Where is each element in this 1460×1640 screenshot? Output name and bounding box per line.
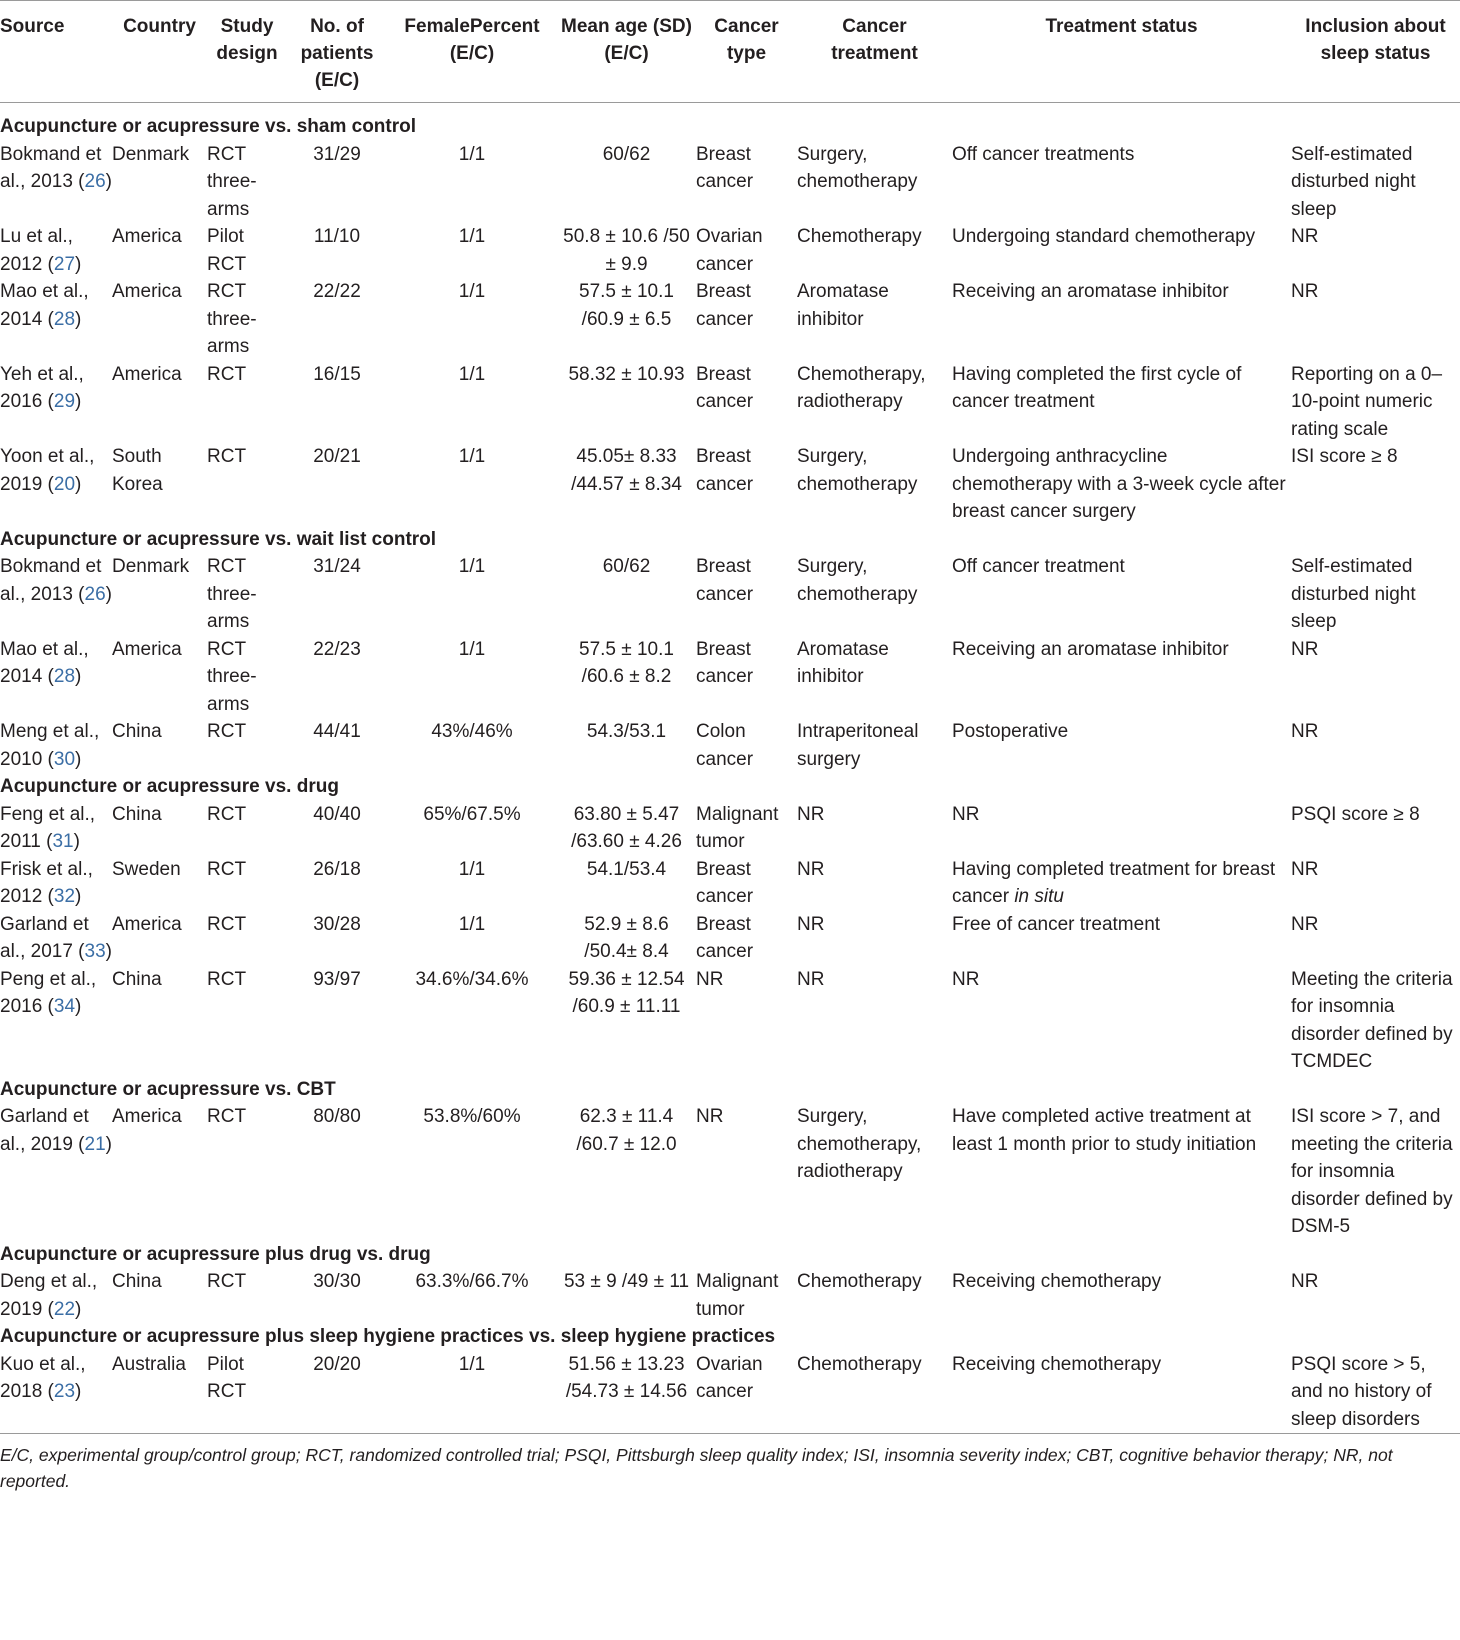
reference-link[interactable]: 22 [53,1298,76,1320]
source-text: Mao et al., 2014 [0,638,89,687]
source-text: Garland et al., 2019 [0,1106,89,1155]
cancer-treatment-cell: Aromatase inhibitor [797,281,889,330]
mean-age-cell: 50.8 ± 10.6 /50 ± 9.9 [563,226,690,275]
mean-age-cell: 60/62 [602,556,651,577]
treatment-status-cell [952,1351,1291,1434]
table-row [0,141,1460,224]
source-text: Bokmand et al., 2013 [0,556,102,605]
cancer-type-cell: Breast cancer [696,858,754,907]
section-header-row [0,526,1460,554]
sleep-inclusion-cell: NR [1291,721,1319,742]
mean-age-cell: 57.5 ± 10.1 /60.6 ± 8.2 [579,638,674,687]
source-text: Kuo et al., 2018 [0,1353,86,1402]
sleep-inclusion-cell: NR [1291,281,1319,302]
patients-cell: 31/29 [313,143,361,165]
treatment-status-text: Receiving an aromatase inhibitor [952,638,1229,660]
treatment-status-text: Receiving chemotherapy [952,1271,1162,1292]
country-cell: China [112,968,162,990]
mean-age-cell: 54.3/53.1 [586,721,667,742]
header-study-design: Study design [216,16,278,64]
table-header [0,1,1460,103]
country-cell: America [112,913,182,935]
treatment-status-cell [952,443,1291,526]
cancer-treatment-cell: NR [797,968,825,990]
sleep-inclusion-cell: Meeting the criteria for insomnia disorder defined by TCMDEC [1291,968,1453,1072]
treatment-status-text: Undergoing standard chemotherapy [952,226,1256,247]
patients-cell: 22/23 [313,638,361,660]
cancer-treatment-cell: Surgery, chemotherapy [797,143,918,192]
treatment-status-cell [952,361,1291,444]
cancer-type-cell: Ovarian cancer [696,226,763,275]
cancer-type-cell: Malignant tumor [696,1271,779,1320]
table-row [0,1268,1460,1323]
table-row [0,278,1460,361]
sleep-inclusion-cell: NR [1291,638,1319,660]
treatment-status-cell [952,966,1291,1076]
table-row [0,361,1460,444]
cancer-treatment-cell: Chemotherapy [797,1271,922,1292]
country-cell: China [112,1271,162,1292]
section-title: Acupuncture or acupressure vs. wait list control [0,528,437,550]
cancer-type-cell: Breast cancer [696,446,754,495]
female-percent-cell: 1/1 [458,913,486,935]
section-header-row [0,773,1460,801]
source-text: Feng et al., 2011 [0,803,96,852]
mean-age-cell: 62.3 ± 11.4 /60.7 ± 12.0 [576,1106,677,1155]
cancer-type-cell: Breast cancer [696,913,754,962]
treatment-status-text: Postoperative [952,721,1069,742]
header-row [0,1,1460,103]
cancer-treatment-cell: Chemotherapy [797,1353,922,1375]
section-title: Acupuncture or acupressure vs. CBT [0,1078,336,1100]
table-row [0,553,1460,636]
source-cell: Frisk et al., 2012 (32) [0,858,93,907]
section-header-row [0,1076,1460,1104]
sleep-inclusion-cell: PSQI score > 5, and no history of sleep disorders [1291,1353,1432,1430]
mean-age-cell: 54.1/53.4 [586,858,667,880]
design-cell: Pilot RCT [207,1353,247,1402]
cancer-type-cell: Ovarian cancer [696,1353,763,1402]
table-row [0,966,1460,1076]
design-cell: RCT [207,1106,247,1127]
table-row [0,223,1460,278]
reference-link[interactable]: 30 [53,748,76,770]
design-cell: RCT [207,1271,247,1292]
cancer-type-cell: Breast cancer [696,638,754,687]
design-cell: RCT three-arms [207,556,257,632]
female-percent-cell: 1/1 [458,638,486,660]
female-percent-cell: 1/1 [458,446,486,467]
patients-cell: 80/80 [313,1106,361,1127]
treatment-status-cell [952,553,1291,636]
cancer-treatment-cell: Surgery, chemotherapy [797,446,918,495]
sleep-inclusion-cell: Self-estimated disturbed night sleep [1291,143,1416,220]
country-cell: Australia [112,1353,186,1375]
header-source: Source [0,16,65,37]
section-title: Acupuncture or acupressure vs. sham control [0,116,417,137]
treatment-status-cell [952,1103,1291,1241]
design-cell: RCT [207,803,247,825]
mean-age-cell: 45.05± 8.33 /44.57 ± 8.34 [571,446,682,495]
header-mean-age: Mean age (SD)(E/C) [561,16,692,64]
country-cell: Denmark [112,556,190,577]
table-row [0,856,1460,911]
female-percent-cell: 1/1 [458,1353,486,1375]
source-cell: Bokmand et al., 2013 (26) [0,143,112,192]
reference-link[interactable]: 31 [52,831,74,852]
table-row [0,1103,1460,1241]
design-cell: RCT [207,968,247,990]
design-cell: RCT [207,913,247,935]
treatment-status-cell [952,856,1291,911]
cancer-treatment-cell: Chemotherapy [797,226,922,247]
mean-age-cell: 60/62 [602,143,651,165]
sleep-inclusion-cell: NR [1291,858,1319,880]
reference-link[interactable]: 20 [53,473,76,495]
patients-cell: 16/15 [313,363,361,385]
cancer-type-cell: Breast cancer [696,556,754,605]
sleep-inclusion-cell: Self-estimated disturbed night sleep [1291,556,1416,632]
source-text: Frisk et al., 2012 [0,858,93,907]
female-percent-cell: 1/1 [458,858,486,880]
cancer-treatment-cell: Chemotherapy, radiotherapy [797,363,926,412]
treatment-status-cell [952,911,1291,966]
cancer-treatment-cell: Aromatase inhibitor [797,638,889,687]
cancer-treatment-cell: Intraperitoneal surgery [797,721,919,770]
reference-link[interactable]: 33 [84,941,106,962]
treatment-status-cell [952,223,1291,278]
patients-cell: 26/18 [313,858,361,880]
cancer-type-cell: Breast cancer [696,363,754,412]
treatment-status-text: Free of cancer treatment [952,913,1161,935]
sleep-inclusion-cell: ISI score ≥ 8 [1291,446,1398,467]
female-percent-cell: 43%/46% [431,721,513,742]
design-cell: RCT [207,363,247,385]
cancer-treatment-cell: Surgery, chemotherapy [797,556,918,605]
reference-link[interactable]: 28 [53,666,76,687]
table-row [0,801,1460,856]
country-cell: Sweden [112,858,181,880]
treatment-status-text: Receiving chemotherapy [952,1353,1162,1375]
cancer-treatment-cell: NR [797,913,825,935]
patients-cell: 31/24 [313,556,361,577]
treatment-status-cell [952,718,1291,773]
treatment-status-cell [952,141,1291,224]
patients-cell: 40/40 [313,803,361,825]
design-cell: RCT [207,721,247,742]
treatment-status-cell [952,801,1291,856]
country-cell: South Korea [112,446,163,495]
design-cell: Pilot RCT [207,226,247,275]
reference-link[interactable]: 27 [53,253,76,275]
cancer-treatment-cell: Surgery, chemotherapy, radiotherapy [797,1106,922,1182]
design-cell: RCT three-arms [207,143,257,220]
design-cell: RCT three-arms [207,638,257,715]
source-cell: Feng et al., 2011 (31) [0,803,96,852]
treatment-status-text: NR [952,803,980,825]
section-header-row [0,103,1460,141]
sleep-inclusion-cell: NR [1291,913,1319,935]
section-header-row [0,1323,1460,1351]
female-percent-cell: 34.6%/34.6% [415,968,529,990]
source-text: Mao et al., 2014 [0,281,89,330]
female-percent-cell: 63.3%/66.7% [415,1271,529,1292]
source-cell: Lu et al., 2012 (27) [0,226,82,275]
source-text: Peng et al., 2016 [0,968,97,1017]
source-cell: Garland et al., 2017 (33) [0,913,112,962]
header-cancer-type: Cancer type [714,16,779,64]
mean-age-cell: 63.80 ± 5.47 /63.60 ± 4.26 [571,803,682,852]
mean-age-cell: 58.32 ± 10.93 [568,363,685,385]
country-cell: China [112,721,162,742]
patients-cell: 20/20 [313,1353,361,1375]
design-cell: RCT three-arms [207,281,257,357]
source-text: Meng et al., 2010 [0,721,100,770]
patients-cell: 22/22 [313,281,361,302]
country-cell: Denmark [112,143,190,165]
table-row [0,1351,1460,1434]
mean-age-cell: 52.9 ± 8.6 /50.4± 8.4 [584,913,669,962]
female-percent-cell: 1/1 [458,143,486,165]
section-title: Acupuncture or acupressure plus sleep hygiene practices vs. sleep hygiene practices [0,1326,776,1347]
female-percent-cell: 1/1 [458,556,486,577]
reference-link[interactable]: 28 [53,308,76,330]
treatment-status-text: Off cancer treatments [952,143,1135,165]
treatment-status-text: Have completed active treatment at least 1 month prior to study initiation [952,1106,1257,1155]
source-cell: Mao et al., 2014 (28) [0,281,89,330]
treatment-status-text: Having completed treatment for breast cancer [952,858,1276,907]
design-cell: RCT [207,446,247,467]
cancer-type-cell: Breast cancer [696,281,754,330]
treatment-status-text: Off cancer treatment [952,556,1125,577]
mean-age-cell: 59.36 ± 12.54 /60.9 ± 11.11 [568,968,685,1017]
patients-cell: 30/30 [313,1271,361,1292]
table-row [0,443,1460,526]
source-text: Yoon et al., 2019 [0,446,95,495]
table-footnote: E/C, experimental group/control group; RCT, randomized controlled trial; PSQI, Pittsburgh sleep quality index; ISI, insomnia severity index; CBT, cognitive behavior therapy; NR, not reported. [0,1434,1460,1495]
mean-age-cell: 51.56 ± 13.23 /54.73 ± 14.56 [565,1353,688,1402]
female-percent-cell: 1/1 [458,281,486,302]
reference-link[interactable]: 34 [53,996,76,1017]
cancer-type-cell: Malignant tumor [696,803,779,852]
patients-cell: 20/21 [313,446,361,467]
sleep-inclusion-cell: NR [1291,1271,1319,1292]
country-cell: America [112,226,182,247]
female-percent-cell: 1/1 [458,363,486,385]
header-patients: No. of patients (E/C) [300,16,374,91]
country-cell: America [112,1106,182,1127]
table-footer [0,1434,1460,1495]
reference-link[interactable]: 21 [84,1133,106,1155]
cancer-treatment-cell: NR [797,803,825,825]
female-percent-cell: 1/1 [458,226,486,247]
treatment-status-cell [952,636,1291,719]
source-cell: Kuo et al., 2018 (23) [0,1353,86,1402]
treatment-status-emphasis: in situ [1014,886,1064,907]
mean-age-cell: 53 ± 9 /49 ± 11 [563,1271,690,1292]
design-cell: RCT [207,858,247,880]
footnote-row [0,1434,1460,1495]
table-row [0,636,1460,719]
source-cell: Bokmand et al., 2013 (26) [0,556,112,605]
sleep-inclusion-cell: PSQI score ≥ 8 [1291,803,1420,825]
patients-cell: 93/97 [313,968,361,990]
source-cell: Mao et al., 2014 (28) [0,638,89,687]
sleep-inclusion-cell: ISI score > 7, and meeting the criteria for insomnia disorder defined by DSM-5 [1291,1106,1453,1237]
source-cell: Deng et al., 2019 (22) [0,1271,98,1320]
header-country: Country [123,16,196,37]
sleep-inclusion-cell: NR [1291,226,1319,247]
country-cell: China [112,803,162,825]
cancer-type-cell: NR [696,1106,724,1127]
source-cell: Yeh et al., 2016 (29) [0,363,84,412]
country-cell: America [112,363,182,385]
source-cell: Peng et al., 2016 (34) [0,968,97,1017]
reference-link[interactable]: 23 [53,1381,76,1402]
table-body [0,103,1460,1434]
reference-link[interactable]: 26 [84,583,106,605]
table-row [0,911,1460,966]
patients-cell: 11/10 [313,226,361,247]
cancer-type-cell: Breast cancer [696,143,754,192]
header-treatment-status: Treatment status [1045,16,1198,37]
treatment-status-cell [952,1268,1291,1323]
treatment-status-text: Undergoing anthracycline chemotherapy with a 3-week cycle after breast cancer surgery [952,446,1286,522]
source-cell: Yoon et al., 2019 (20) [0,446,95,495]
country-cell: America [112,638,182,660]
treatment-status-text: Receiving an aromatase inhibitor [952,281,1229,302]
source-text: Garland et al., 2017 [0,913,89,962]
sleep-inclusion-cell: Reporting on a 0–10-point numeric rating scale [1291,363,1443,440]
cancer-type-cell: NR [696,968,724,990]
source-text: Bokmand et al., 2013 [0,143,102,192]
treatment-status-cell [952,278,1291,361]
mean-age-cell: 57.5 ± 10.1 /60.9 ± 6.5 [579,281,674,330]
cancer-treatment-cell: NR [797,858,825,880]
table-row [0,718,1460,773]
source-cell: Garland et al., 2019 (21) [0,1106,112,1155]
section-title: Acupuncture or acupressure vs. drug [0,776,339,797]
header-sleep-inclusion: Inclusion about sleep status [1305,16,1446,64]
header-female-percent: FemalePercent (E/C) [404,16,540,64]
reference-link[interactable]: 32 [53,886,76,907]
female-percent-cell: 53.8%/60% [423,1106,521,1127]
country-cell: America [112,281,182,302]
treatment-status-text: NR [952,968,980,990]
source-text: Lu et al., 2012 [0,226,73,275]
source-text: Yeh et al., 2016 [0,363,84,412]
section-title: Acupuncture or acupressure plus drug vs. drug [0,1243,431,1265]
patients-cell: 30/28 [313,913,361,935]
source-text: Deng et al., 2019 [0,1271,98,1320]
section-header-row [0,1241,1460,1269]
reference-link[interactable]: 29 [53,391,76,412]
reference-link[interactable]: 26 [84,171,106,192]
female-percent-cell: 65%/67.5% [423,803,521,825]
source-cell: Meng et al., 2010 (30) [0,721,100,770]
treatment-status-text: Having completed the first cycle of cancer treatment [952,363,1242,412]
header-cancer-treatment: Cancer treatment [831,16,918,64]
cancer-type-cell: Colon cancer [696,721,754,770]
patients-cell: 44/41 [313,721,361,742]
